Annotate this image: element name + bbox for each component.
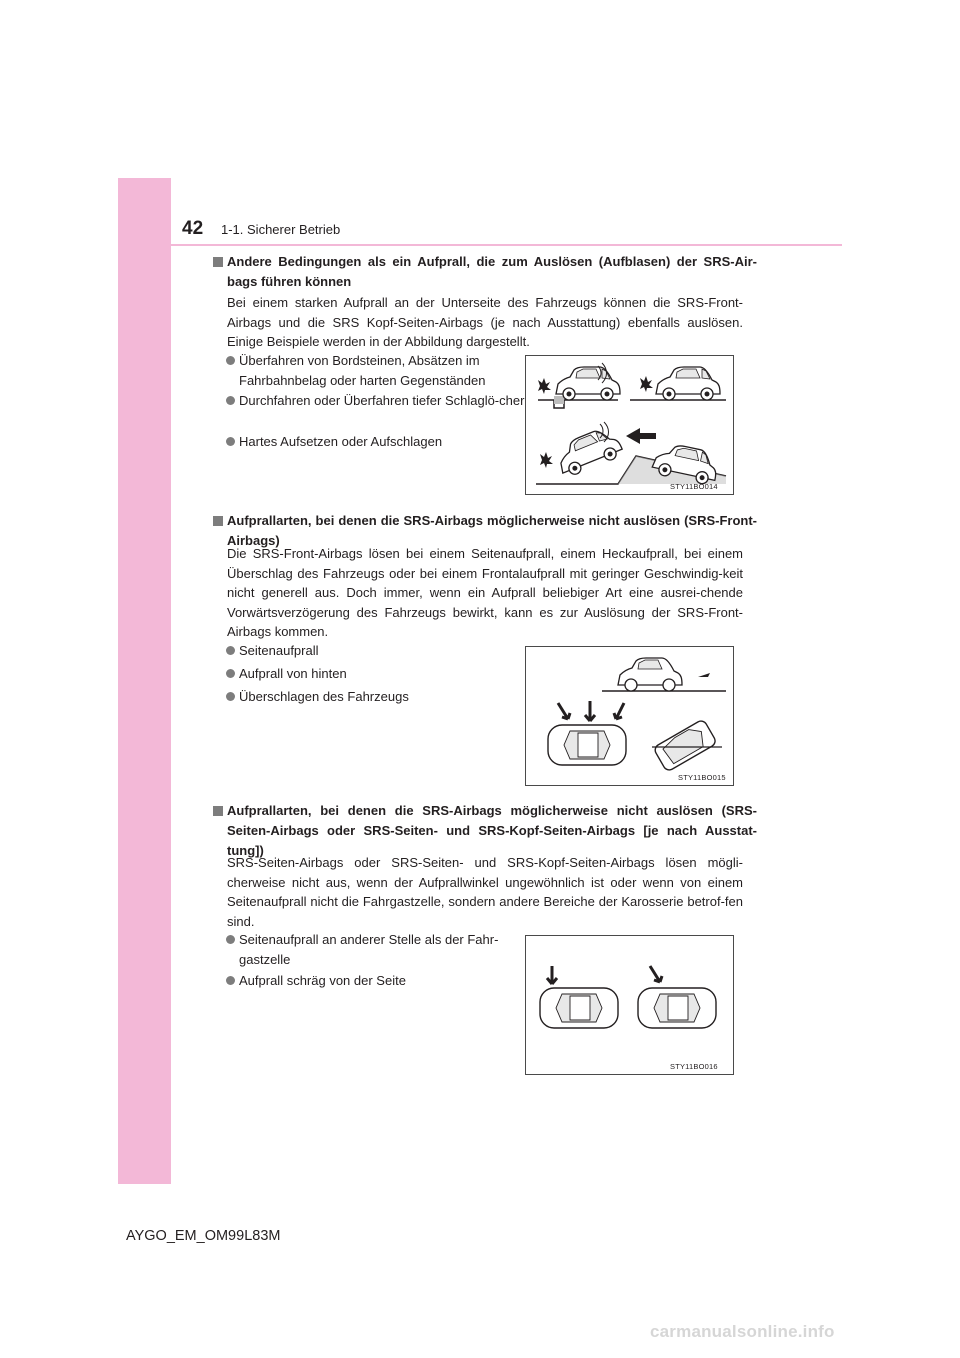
bullet-dot-icon: [226, 669, 235, 678]
section-heading-2: Aufprallarten, bei denen die SRS-Airbags möglicherweise nicht auslösen (SRS-Front-Airbags): [213, 511, 757, 551]
bullet-dot-icon: [226, 976, 235, 985]
section-heading-3: Aufprallarten, bei denen die SRS-Airbags möglicherweise nicht auslösen (SRS-Seiten-Airbags oder SRS-Seiten- und SRS-Kopf-Seiten-Airbags [je nach Ausstat-tung]): [213, 801, 757, 861]
section-title: 1-1. Sicherer Betrieb: [221, 222, 341, 237]
figure-code: STY11BO016: [670, 1062, 718, 1071]
section-body-2: Die SRS-Front-Airbags lösen bei einem Seitenaufprall, einem Heckaufprall, bei einem Überschlag des Fahrzeugs oder bei einem Frontalaufprall mit geringer Geschwindig-keit nicht generell aus. Doch immer, wenn ein Aufprall beliebiger Art eine ausrei-chende Vorwärtsverzögerung des Fahrzeugs bewirkt, kann es zur Auslösung der SRS-Front-Airbags kommen.: [227, 546, 743, 639]
list-item: Seitenaufprall an anderer Stelle als der Fahr-gastzelle: [226, 930, 525, 969]
list-item: Aufprall von hinten: [226, 664, 525, 684]
bullet-dot-icon: [226, 646, 235, 655]
section-body-1: Bei einem starken Aufprall an der Unterseite des Fahrzeugs können die SRS-Front-Airbags und die SRS Kopf-Seiten-Airbags (je nach Ausstattung) ebenfalls auslösen. Einige Beispiele werden in der Abbildung dargestellt.: [227, 295, 743, 349]
square-bullet-icon: [213, 257, 223, 267]
list-item: Aufprall schräg von der Seite: [226, 971, 525, 991]
bullet-dot-icon: [226, 437, 235, 446]
page-number: 42: [182, 218, 204, 239]
non-cabin-impacts-drawing: [526, 936, 733, 1074]
list-item: Seitenaufprall: [226, 641, 525, 661]
figure-code: STY11BO015: [678, 773, 726, 782]
undercarriage-impacts-drawing: [526, 356, 733, 494]
section-body-3: SRS-Seiten-Airbags oder SRS-Seiten- und SRS-Kopf-Seiten-Airbags lösen mögli-cherweise nicht aus, wenn der Aufprallwinkel ungewöhnlich ist oder wenn von einem Seitenaufprall nicht die Fahrgastzelle, sondern andere Bereiche der Karosserie betrof-fen sind.: [227, 855, 743, 929]
illustration-side-rear-rollover: [525, 646, 734, 786]
square-bullet-icon: [213, 806, 223, 816]
bullet-dot-icon: [226, 935, 235, 944]
illustration-undercarriage-impacts: [525, 355, 734, 495]
bullet-dot-icon: [226, 356, 235, 365]
list-item: Überschlagen des Fahrzeugs: [226, 687, 525, 707]
square-bullet-icon: [213, 516, 223, 526]
header-divider: [171, 244, 842, 246]
side-rear-rollover-drawing: [526, 647, 733, 785]
chapter-sidebar-tab: [118, 178, 171, 1184]
section-heading-1: Andere Bedingungen als ein Aufprall, die zum Auslösen (Aufblasen) der SRS-Air-bags führen können: [213, 252, 757, 292]
illustration-non-cabin-side-impacts: [525, 935, 734, 1075]
figure-code: STY11BO014: [670, 482, 718, 491]
manual-code: AYGO_EM_OM99L83M: [126, 1228, 281, 1244]
watermark: carmanualsonline.info: [650, 1322, 835, 1341]
list-item: Überfahren von Bordsteinen, Absätzen im Fahrbahnbelag oder harten Gegenständen: [226, 351, 525, 390]
list-item: Hartes Aufsetzen oder Aufschlagen: [226, 432, 525, 452]
bullet-dot-icon: [226, 692, 235, 701]
list-item: Durchfahren oder Überfahren tiefer Schlaglö-cher: [226, 391, 525, 411]
bullet-dot-icon: [226, 396, 235, 405]
